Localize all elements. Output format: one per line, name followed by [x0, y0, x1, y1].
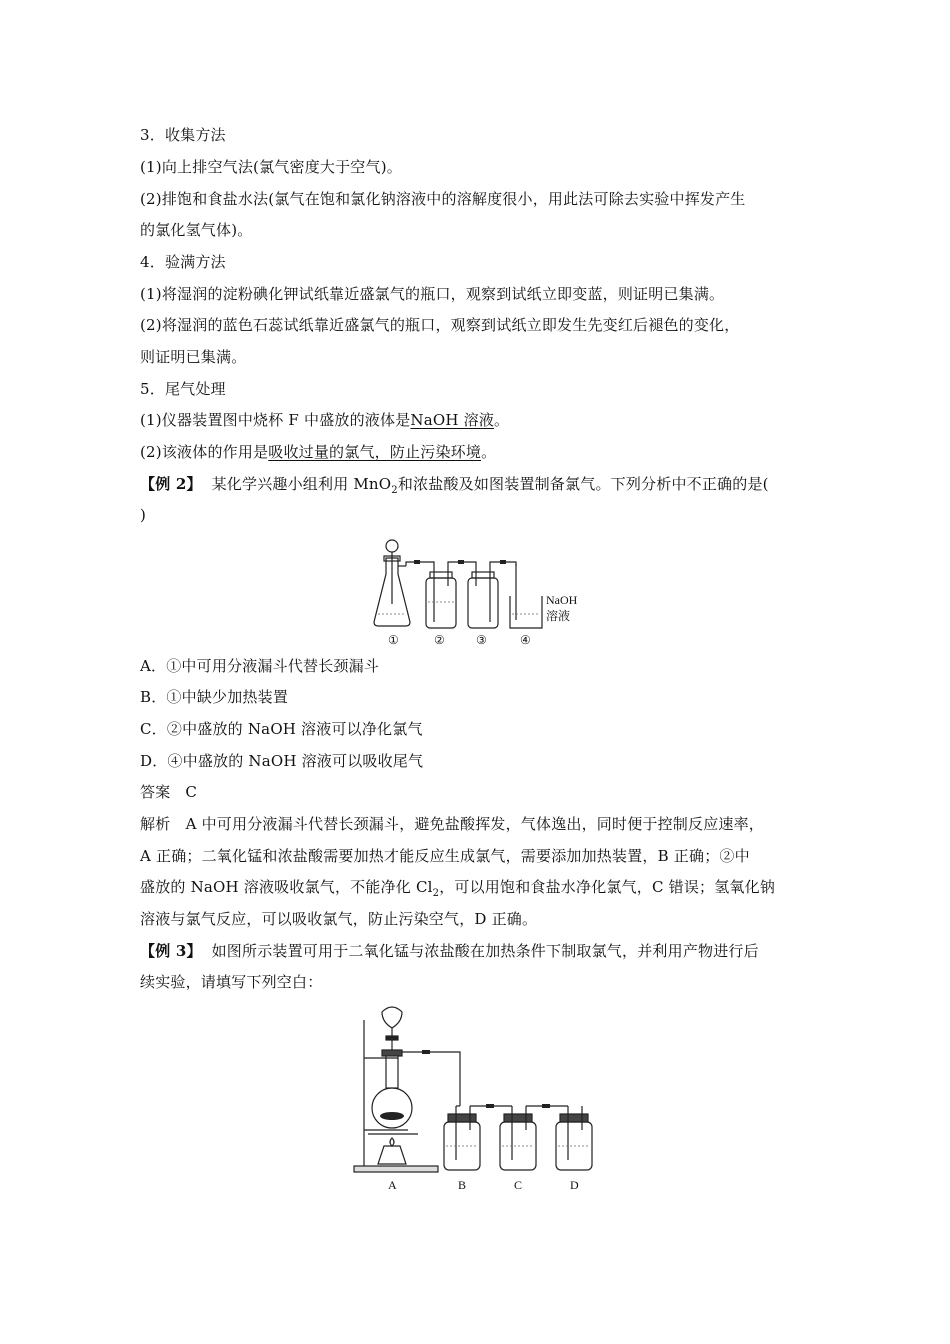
- example-2-option-a: A．①中可用分液漏斗代替长颈漏斗: [140, 657, 380, 675]
- section-4-item-2-line-1: (2)将湿润的蓝色石蕊试纸靠近盛氯气的瓶口，观察到试纸立即发生先变红后褪色的变化，: [140, 316, 740, 334]
- item-2-suffix: 。: [481, 443, 497, 461]
- item-1-suffix: 。: [494, 411, 510, 429]
- example-2-option-b: B．①中缺少加热装置: [140, 688, 289, 706]
- example-2-apparatus-figure: [370, 534, 590, 648]
- example-3-stem-text: 如图所示装置可用于二氧化锰与浓盐酸在加热条件下制取氯气，并利用产物进行后: [211, 942, 759, 960]
- item-2-answer: 吸收过量的氯气，防止污染环境: [268, 443, 482, 461]
- figure-label-a: A: [388, 1178, 397, 1192]
- example-3-tag: 【例 3】: [140, 942, 202, 960]
- answer-label: 答案: [140, 783, 171, 801]
- example-3-stem-line-1: [140, 940, 820, 962]
- example-2-stem-part-2: 和浓盐酸及如图装置制备氯气。下列分析中不正确的是(: [397, 475, 769, 493]
- section-3-item-1: (1)向上排空气法(氯气密度大于空气)。: [140, 158, 402, 176]
- example-2-stem-part-1: 某化学兴趣小组利用 MnO: [211, 475, 392, 493]
- item-1-prefix: (1)仪器装置图中烧杯 F 中盛放的液体是: [140, 411, 411, 429]
- item-2-prefix: (2)该液体的作用是: [140, 443, 269, 461]
- answer-value: C: [185, 783, 197, 801]
- figure-label-3: ③: [476, 633, 487, 647]
- example-2-stem: [140, 473, 820, 502]
- analysis-line-3-part-2: ，可以用饱和食盐水净化氯气，C 错误；氢氧化钠: [439, 878, 776, 896]
- section-5-item-1: [140, 409, 820, 431]
- figure-label-4: ④: [520, 633, 531, 647]
- figure-reagent-line-2: 溶液: [546, 609, 571, 623]
- section-3-item-2-line-1: (2)排饱和食盐水法(氯气在饱和氯化钠溶液中的溶解度很小，用此法可除去实验中挥发产生: [140, 190, 746, 208]
- figure-label-1: ①: [388, 633, 399, 647]
- example-2-analysis-line-2: A 正确；二氧化锰和浓盐酸需要加热才能反应生成氯气，需要添加加热装置，B 正确；②中: [140, 847, 750, 865]
- example-2-analysis-line-3: [140, 876, 820, 905]
- analysis-line-3-part-1: 盛放的 NaOH 溶液吸收氯气，不能净化 Cl: [140, 878, 433, 896]
- example-3-apparatus-figure: [348, 1000, 598, 1194]
- section-5-heading: 5．尾气处理: [140, 380, 226, 398]
- figure-reagent-line-1: NaOH: [546, 593, 578, 607]
- section-5-item-2: [140, 441, 820, 463]
- figure-label-d: D: [570, 1178, 579, 1192]
- section-4-heading: 4．验满方法: [140, 253, 226, 271]
- example-2-stem-subscript: 2: [391, 485, 398, 496]
- section-4-item-1: (1)将湿润的淀粉碘化钾试纸靠近盛氯气的瓶口，观察到试纸立即变蓝，则证明已集满。: [140, 285, 725, 303]
- example-2-analysis-line-4: 溶液与氯气反应，可以吸收氯气，防止污染空气，D 正确。: [140, 910, 538, 928]
- item-1-answer: NaOH 溶液: [410, 411, 495, 429]
- section-3-heading: 3．收集方法: [140, 126, 226, 144]
- example-2-analysis-line-1: 解析 A 中可用分液漏斗代替长颈漏斗，避免盐酸挥发，气体逸出，同时便于控制反应速率，: [140, 815, 765, 833]
- figure-label-c: C: [514, 1178, 523, 1192]
- analysis-line-3-subscript: 2: [432, 888, 440, 899]
- section-3-item-2-line-2: 的氯化氢气体)。: [140, 221, 253, 239]
- figure-label-2: ②: [434, 633, 445, 647]
- example-2-option-c: C．②中盛放的 NaOH 溶液可以净化氯气: [140, 720, 423, 738]
- example-2-tag: 【例 2】: [140, 475, 202, 493]
- example-2-option-d: D．④中盛放的 NaOH 溶液可以吸收尾气: [140, 752, 424, 770]
- figure-label-b: B: [458, 1178, 467, 1192]
- example-3-stem-line-2: 续实验，请填写下列空白：: [140, 973, 323, 991]
- section-4-item-2-line-2: 则证明已集满。: [140, 348, 247, 366]
- example-2-answer: [140, 781, 820, 803]
- example-2-stem-line-2: ): [140, 506, 147, 524]
